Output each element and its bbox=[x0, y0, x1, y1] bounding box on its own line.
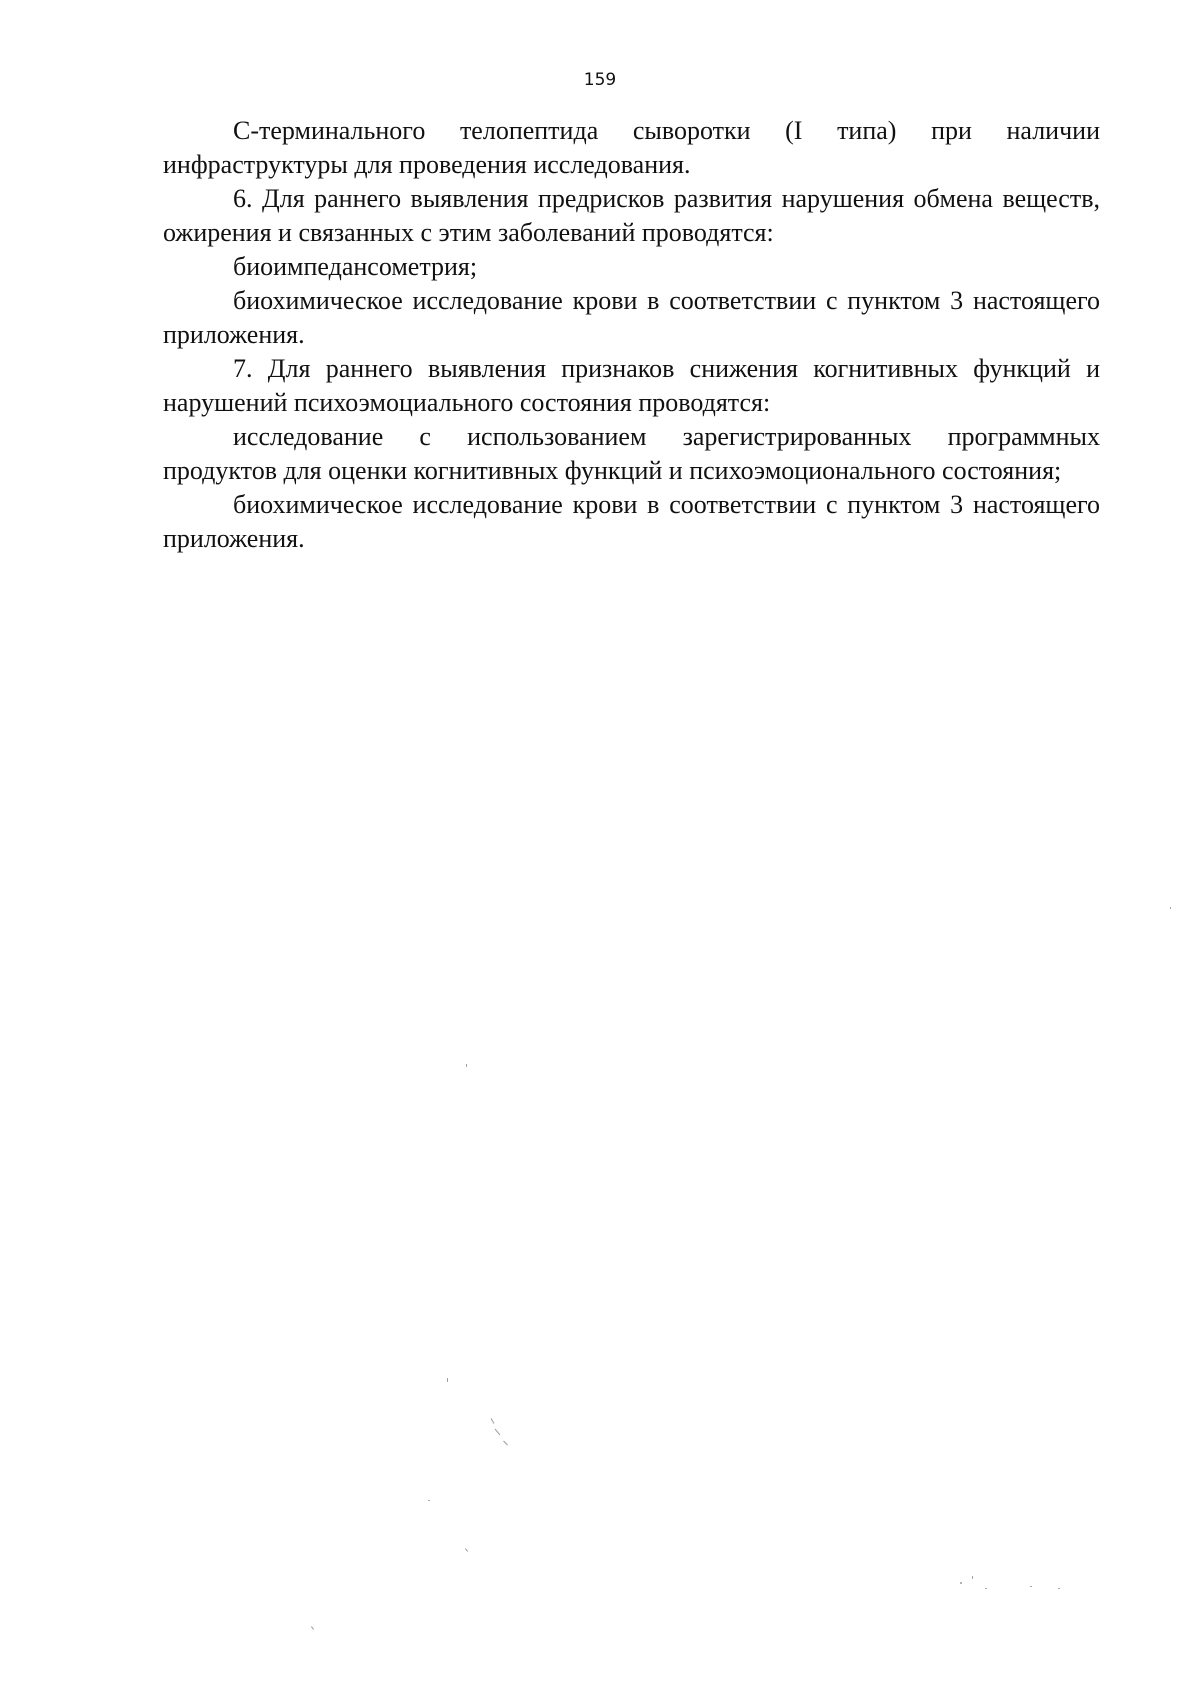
paragraph-software-study: исследование с использованием зарегистрированных программных продуктов для оценки когнитивных функций и психоэмоционального состояния; bbox=[163, 422, 1100, 485]
scan-speck bbox=[466, 1064, 467, 1067]
scan-speck bbox=[985, 1588, 987, 1589]
scan-speck bbox=[447, 1378, 448, 1382]
paragraph-biochemistry-1: биохимическое исследование крови в соответствии с пунктом 3 настоящего приложения. bbox=[163, 286, 1100, 349]
scan-speck bbox=[1058, 1588, 1060, 1589]
paragraph-item-7: 7. Для раннего выявления признаков снижения когнитивных функций и нарушений психоэмоциального состояния проводятся: bbox=[163, 354, 1100, 417]
page-number: 159 bbox=[583, 70, 617, 90]
scan-speck bbox=[960, 1582, 962, 1584]
scan-speck bbox=[465, 1548, 468, 1552]
scan-speck bbox=[428, 1500, 430, 1501]
scan-speck bbox=[495, 1429, 501, 1436]
scan-speck bbox=[311, 1626, 314, 1630]
scan-speck bbox=[1170, 907, 1171, 909]
document-body bbox=[163, 114, 1100, 556]
paragraph-continuation: С-терминального телопептида сыворотки (I типа) при наличии инфраструктуры для проведения исследования. bbox=[163, 116, 1100, 179]
paragraph-biochemistry-2: биохимическое исследование крови в соответствии с пунктом 3 настоящего приложения. bbox=[163, 490, 1100, 553]
paragraph-item-6: 6. Для раннего выявления предрисков развития нарушения обмена веществ, ожирения и связанных с этим заболеваний проводятся: bbox=[163, 184, 1100, 247]
scan-speck bbox=[503, 1441, 508, 1446]
paragraph-bioimpedance: биоимпедансометрия; bbox=[233, 252, 478, 281]
scan-speck bbox=[1030, 1586, 1032, 1587]
scan-speck bbox=[972, 1576, 973, 1579]
scan-speck bbox=[491, 1418, 495, 1424]
